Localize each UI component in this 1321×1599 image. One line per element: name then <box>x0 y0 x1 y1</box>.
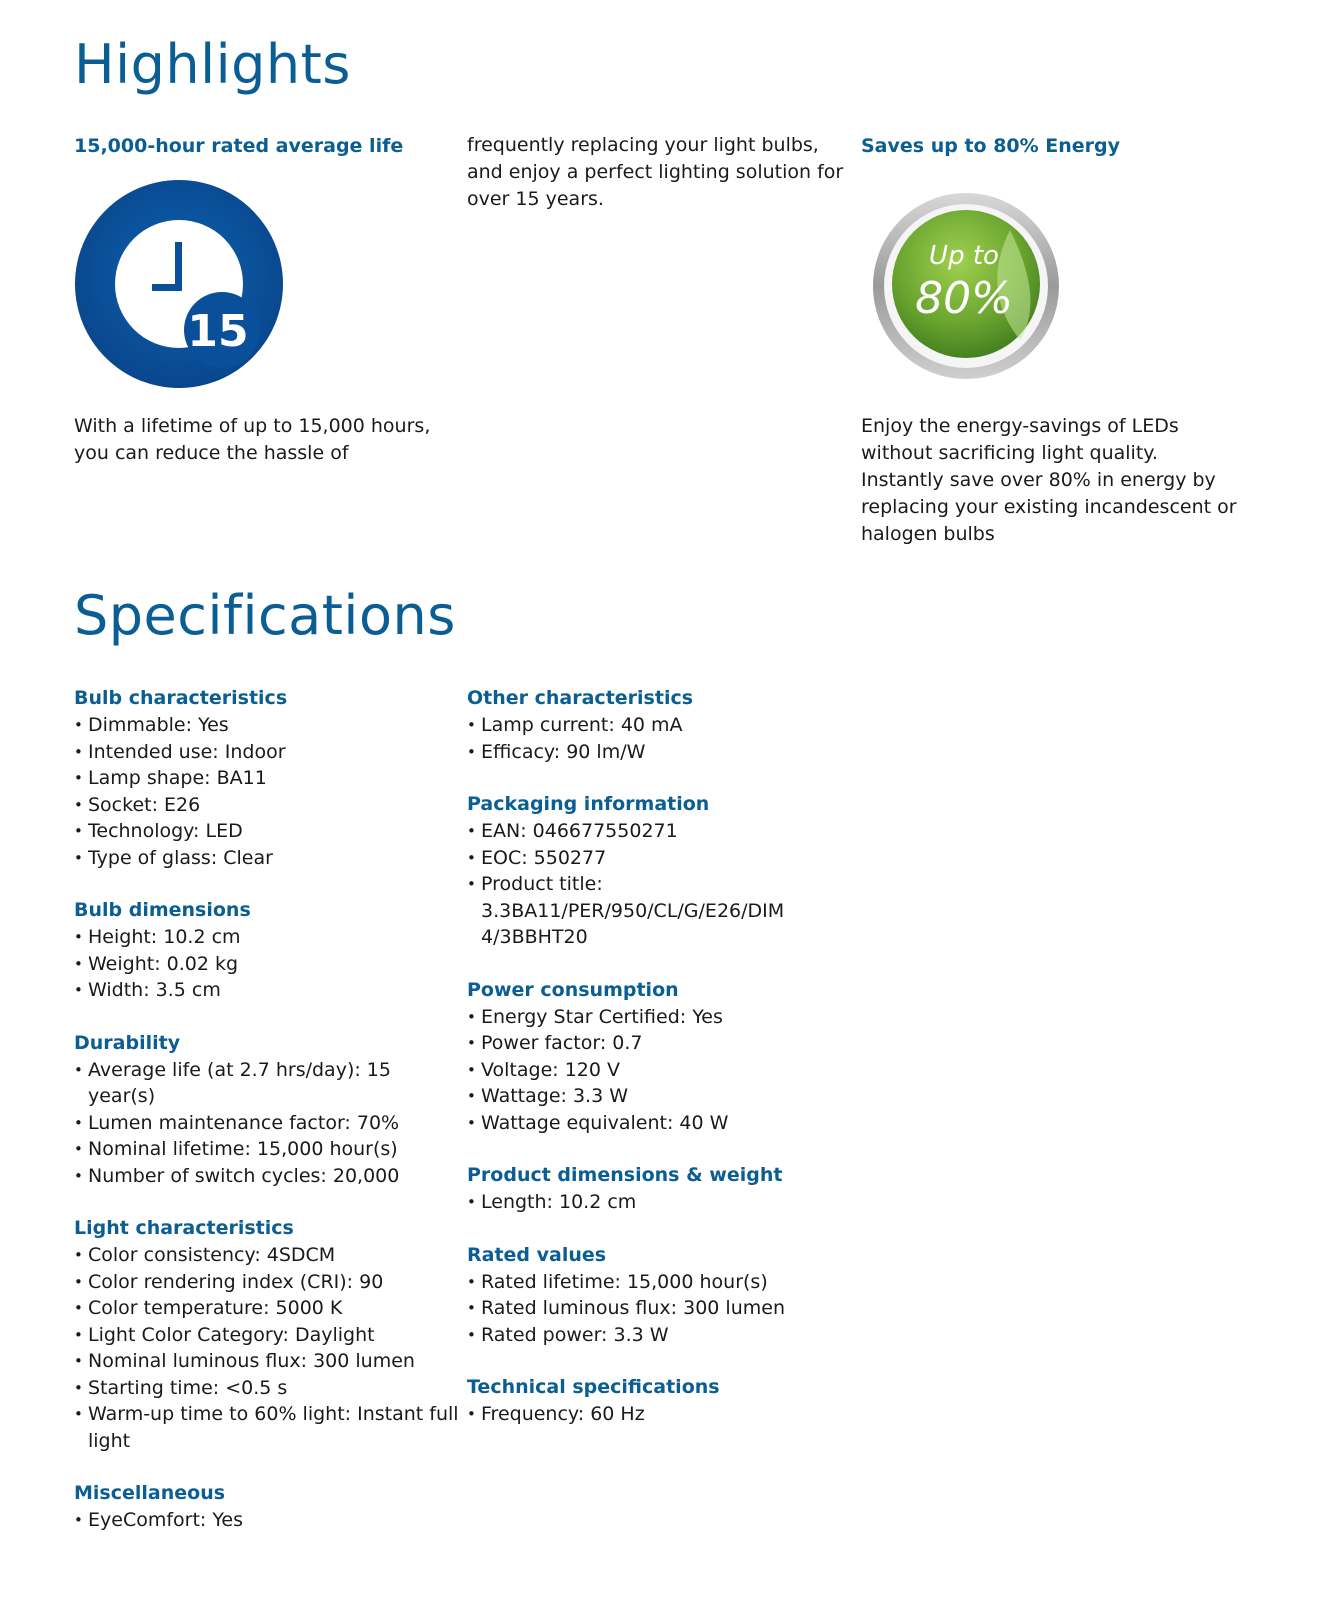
spec-section-rated-values <box>467 1242 827 1349</box>
spec-item: • Lamp current: 40 mA <box>467 712 827 739</box>
spec-item: • Number of switch cycles: 20,000 <box>74 1163 459 1190</box>
spec-item: • Frequency: 60 Hz <box>467 1401 827 1428</box>
spec-item: • Lumen maintenance factor: 70% <box>74 1110 459 1137</box>
spec-section-other-characteristics <box>467 685 827 765</box>
spec-item: • Lamp shape: BA11 <box>74 765 459 792</box>
spec-item: • Dimmable: Yes <box>74 712 459 739</box>
highlight-lifetime-text: With a lifetime of up to 15,000 hours, you can reduce the hassle of <box>74 415 431 464</box>
spec-item: • Power factor: 0.7 <box>467 1030 827 1057</box>
spec-item: • Product title: 3.3BA11/PER/950/CL/G/E26/DIM 4/3BBHT20 <box>467 871 821 951</box>
spec-section-heading: Durability <box>74 1031 181 1054</box>
spec-column-right <box>467 685 827 1454</box>
spec-item: • EOC: 550277 <box>467 845 827 872</box>
highlight-energy-heading: Saves up to 80% Energy <box>861 135 1121 157</box>
spec-section-power-consumption <box>467 977 827 1137</box>
highlight-lifetime-continued-block <box>467 132 847 213</box>
spec-section-technical-specifications <box>467 1374 827 1428</box>
spec-section-heading: Power consumption <box>467 978 679 1001</box>
spec-item: • Width: 3.5 cm <box>74 977 459 1004</box>
highlight-lifetime <box>74 132 454 160</box>
spec-section-heading: Rated values <box>467 1243 607 1266</box>
spec-section-durability <box>74 1030 459 1190</box>
highlight-energy-text-block <box>861 413 1241 548</box>
highlight-energy <box>861 132 1251 160</box>
spec-section-heading: Bulb characteristics <box>74 687 288 709</box>
spec-item: • Rated lifetime: 15,000 hour(s) <box>467 1269 827 1296</box>
clock-15-label: 15 <box>187 306 249 357</box>
spec-item: • Light Color Category: Daylight <box>74 1322 459 1349</box>
spec-item: • Average life (at 2.7 hrs/day): 15 year(s) <box>74 1057 459 1110</box>
spec-item: • Nominal lifetime: 15,000 hour(s) <box>74 1136 459 1163</box>
spec-section-heading: Bulb dimensions <box>74 899 251 921</box>
spec-item: • Rated luminous flux: 300 lumen <box>467 1295 827 1322</box>
spec-item: • Intended use: Indoor <box>74 739 459 766</box>
spec-item: • Color temperature: 5000 K <box>74 1295 459 1322</box>
spec-section-heading: Miscellaneous <box>74 1482 226 1504</box>
spec-column-left <box>74 685 459 1560</box>
highlight-energy-text: Enjoy the energy-savings of LEDs without sacrificing light quality. Instantly save over 80% in energy by replacing your existing incandescent or halogen bulbs <box>861 415 1237 545</box>
spec-section-heading: Light characteristics <box>74 1217 294 1239</box>
highlight-lifetime-text-continued: frequently replacing your light bulbs, and enjoy a perfect lighting solution for over 15 years. <box>467 134 844 210</box>
clock-15-icon <box>74 180 284 390</box>
spec-section-heading: Technical specifications <box>467 1376 720 1398</box>
spec-section-heading: Product dimensions & weight <box>467 1164 783 1186</box>
spec-item: • Energy Star Certified: Yes <box>467 1004 827 1031</box>
highlight-lifetime-heading: 15,000-hour rated average life <box>74 135 404 157</box>
spec-item: • Voltage: 120 V <box>467 1057 827 1084</box>
highlight-lifetime-text-block <box>74 413 444 467</box>
spec-item: • Length: 10.2 cm <box>467 1189 827 1216</box>
spec-section-bulb-characteristics <box>74 685 459 871</box>
badge-up-to-label: Up to <box>929 241 999 271</box>
spec-section-light-characteristics <box>74 1215 459 1454</box>
spec-section-product-dimensions-weight <box>467 1162 827 1216</box>
spec-section-heading: Other characteristics <box>467 687 694 709</box>
spec-section-miscellaneous <box>74 1480 459 1534</box>
spec-item: • Weight: 0.02 kg <box>74 951 459 978</box>
spec-item: • Color consistency: 4SDCM <box>74 1242 459 1269</box>
spec-item: • Type of glass: Clear <box>74 845 459 872</box>
spec-item: • Warm-up time to 60% light: Instant full light <box>74 1401 459 1454</box>
spec-item: • Technology: LED <box>74 818 459 845</box>
spec-item: • EAN: 046677550271 <box>467 818 827 845</box>
spec-item: • Starting time: <0.5 s <box>74 1375 459 1402</box>
badge-80-label: 80% <box>915 273 1013 324</box>
spec-item: • Height: 10.2 cm <box>74 924 459 951</box>
energy-80-badge-icon <box>870 190 1062 382</box>
spec-section-bulb-dimensions <box>74 897 459 1004</box>
specifications-title: Specifications <box>74 584 456 647</box>
spec-item: • Nominal luminous flux: 300 lumen <box>74 1348 459 1375</box>
spec-item: • Rated power: 3.3 W <box>467 1322 827 1349</box>
spec-section-heading: Packaging information <box>467 793 710 815</box>
spec-item: • Wattage: 3.3 W <box>467 1083 827 1110</box>
highlights-title: Highlights <box>74 33 351 96</box>
spec-section-packaging-information <box>467 791 827 951</box>
spec-item: • Efficacy: 90 lm/W <box>467 739 827 766</box>
spec-item: • Color rendering index (CRI): 90 <box>74 1269 459 1296</box>
spec-item: • EyeComfort: Yes <box>74 1507 459 1534</box>
spec-item: • Socket: E26 <box>74 792 459 819</box>
spec-item: • Wattage equivalent: 40 W <box>467 1110 827 1137</box>
